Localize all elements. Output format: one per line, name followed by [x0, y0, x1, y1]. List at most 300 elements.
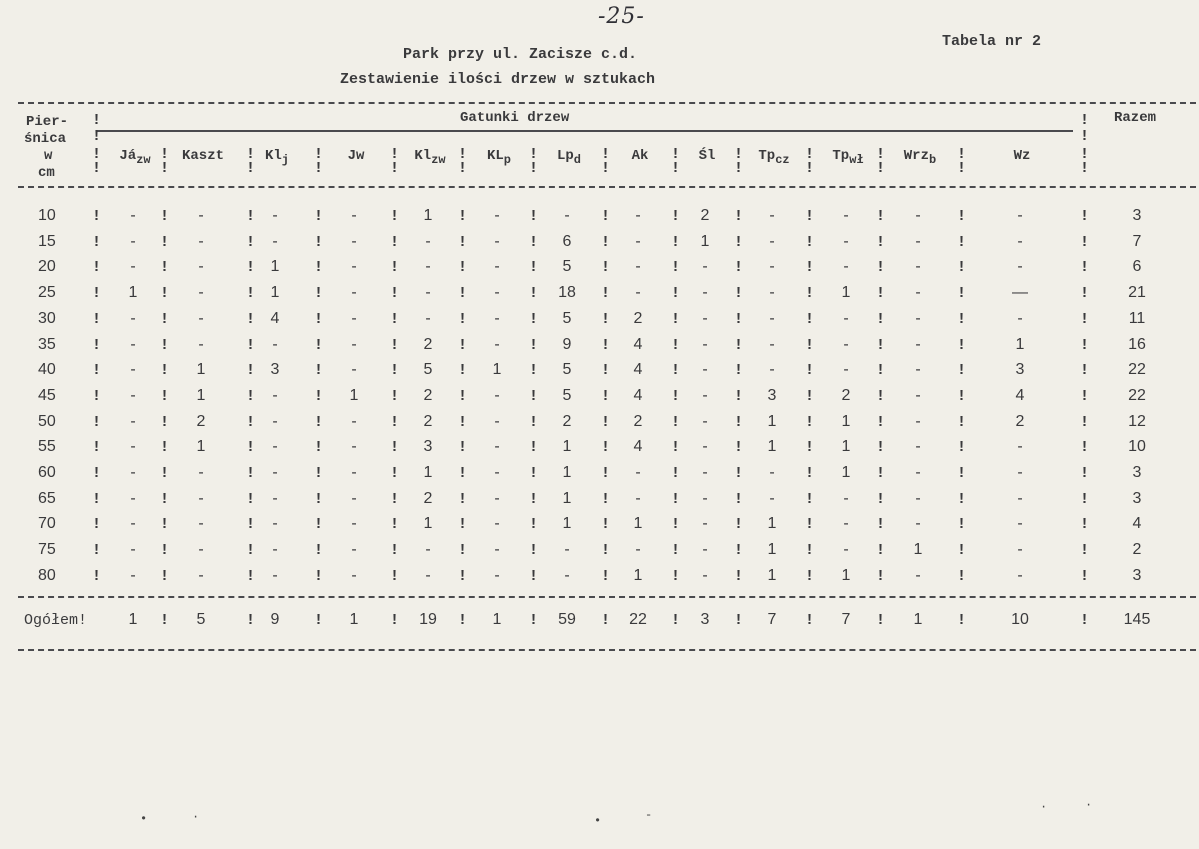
column-separator: !: [1080, 160, 1090, 177]
column-separator: !: [458, 233, 468, 251]
row-total: 3: [1132, 566, 1142, 584]
column-separator: !: [601, 208, 611, 225]
column-separator: !: [734, 285, 744, 303]
column-separator: !: [160, 542, 170, 560]
column-separator: !: [246, 310, 256, 328]
column-separator: !: [314, 146, 324, 163]
count-cell: -: [915, 335, 921, 353]
count-cell: 2: [423, 489, 433, 507]
column-separator: !: [601, 160, 611, 177]
column-separator: !: [458, 413, 468, 431]
column-separator: !: [160, 612, 170, 629]
column-separator: !: [957, 387, 967, 405]
column-separator: !: [671, 285, 681, 303]
column-separator: !: [390, 233, 400, 251]
column-separator: !: [92, 259, 102, 277]
count-cell: -: [272, 515, 278, 533]
column-separator: !: [876, 259, 886, 277]
count-cell: -: [915, 361, 921, 379]
column-separator: !: [314, 362, 324, 380]
count-cell: -: [702, 515, 708, 533]
column-separator: !: [390, 490, 400, 508]
column-separator: !: [160, 567, 170, 585]
count-cell: -: [843, 489, 849, 507]
column-separator: !: [529, 516, 539, 534]
column-separator: !: [734, 387, 744, 405]
count-cell: -: [198, 335, 204, 353]
count-cell: -: [272, 566, 278, 584]
column-separator: !: [734, 542, 744, 560]
diameter-value: 30: [38, 309, 56, 327]
column-separator: !: [92, 146, 102, 163]
row-total: 4: [1132, 515, 1142, 533]
count-cell: -: [1017, 232, 1023, 250]
column-separator: !: [314, 439, 324, 457]
count-cell: 3: [423, 438, 433, 456]
count-cell: -: [351, 258, 357, 276]
species-code: Tp: [758, 148, 776, 164]
count-cell: -: [425, 541, 431, 559]
count-cell: -: [769, 232, 775, 250]
column-separator: !: [601, 516, 611, 534]
column-separator: !: [1080, 285, 1090, 303]
species-header: [253, 148, 301, 167]
diameter-value: 20: [38, 258, 56, 276]
count-cell: -: [130, 438, 136, 456]
column-separator: !: [1080, 413, 1090, 431]
count-cell: 1: [349, 386, 359, 404]
column-separator: !: [876, 285, 886, 303]
count-cell: -: [1017, 515, 1023, 533]
column-separator: !: [160, 490, 170, 508]
count-cell: -: [130, 207, 136, 224]
column-separator: !: [314, 516, 324, 534]
diameter-value: 15: [38, 232, 56, 250]
species-subscript: p: [503, 152, 511, 167]
count-cell: -: [272, 412, 278, 430]
column-separator: !: [458, 490, 468, 508]
column-separator: !: [957, 567, 967, 585]
diameter-value: 70: [38, 515, 56, 533]
column-separator: !: [160, 336, 170, 354]
count-cell: 1: [492, 361, 502, 379]
diameter-value: 35: [38, 335, 56, 353]
column-separator: !: [671, 612, 681, 629]
column-separator: !: [734, 160, 744, 177]
count-cell: 2: [700, 207, 710, 224]
column-total: 59: [558, 611, 576, 628]
count-cell: 1: [841, 566, 851, 584]
count-cell: -: [702, 489, 708, 507]
count-cell: -: [769, 284, 775, 302]
column-separator: !: [458, 259, 468, 277]
column-separator: !: [314, 285, 324, 303]
count-cell: -: [425, 566, 431, 584]
column-separator: !: [957, 465, 967, 482]
column-separator: !: [314, 387, 324, 405]
count-cell: 1: [633, 515, 643, 533]
count-cell: -: [1017, 258, 1023, 276]
count-cell: -: [130, 232, 136, 250]
species-code: Wz: [1013, 148, 1031, 164]
column-separator: !: [246, 567, 256, 585]
row-total: 6: [1132, 258, 1142, 276]
column-separator: !: [601, 259, 611, 277]
totals-top-rule: [18, 596, 1196, 598]
column-separator: !: [957, 259, 967, 277]
column-separator: !: [92, 112, 102, 129]
column-separator: !: [1080, 362, 1090, 380]
column-separator: !: [957, 413, 967, 431]
column-separator: !: [390, 387, 400, 405]
count-cell: -: [198, 515, 204, 533]
count-cell: 1: [423, 515, 433, 533]
column-separator: !: [671, 362, 681, 380]
column-separator: !: [1080, 567, 1090, 585]
column-separator: !: [92, 490, 102, 508]
top-rule: [18, 102, 1196, 104]
column-separator: !: [314, 208, 324, 225]
stray-mark: •: [140, 812, 148, 826]
column-separator: !: [314, 413, 324, 431]
count-cell: -: [564, 566, 570, 584]
column-separator: !: [957, 490, 967, 508]
column-separator: !: [529, 612, 539, 629]
species-code: Kl: [264, 148, 282, 164]
count-cell: -: [843, 207, 849, 224]
count-cell: -: [702, 258, 708, 276]
count-cell: -: [1017, 207, 1023, 224]
count-cell: 1: [841, 284, 851, 302]
count-cell: -: [769, 258, 775, 276]
count-cell: -: [351, 566, 357, 584]
count-cell: -: [130, 412, 136, 430]
count-cell: 1: [633, 566, 643, 584]
column-separator: !: [1080, 516, 1090, 534]
count-cell: -: [351, 464, 357, 481]
column-separator: !: [805, 387, 815, 405]
column-separator: !: [1080, 542, 1090, 560]
column-separator: !: [160, 362, 170, 380]
count-cell: -: [702, 438, 708, 456]
column-separator: !: [1080, 490, 1090, 508]
column-separator: !: [160, 516, 170, 534]
column-separator: !: [246, 208, 256, 225]
count-cell: 1: [196, 386, 206, 404]
count-cell: -: [351, 489, 357, 507]
count-cell: -: [272, 541, 278, 559]
count-cell: -: [494, 207, 500, 224]
diameter-value: 40: [38, 361, 56, 379]
column-separator: !: [957, 285, 967, 303]
count-cell: -: [130, 566, 136, 584]
count-cell: -: [702, 386, 708, 404]
diameter-value: 50: [38, 412, 56, 430]
column-total: 1: [492, 611, 502, 628]
count-cell: -: [635, 232, 641, 250]
count-cell: -: [198, 309, 204, 327]
count-cell: 2: [633, 412, 643, 430]
column-separator: !: [805, 146, 815, 163]
count-cell: -: [351, 361, 357, 379]
column-separator: !: [390, 612, 400, 629]
count-cell: -: [130, 361, 136, 379]
count-cell: 18: [558, 284, 576, 302]
count-cell: -: [494, 258, 500, 276]
page-number: -25-: [598, 4, 645, 29]
column-separator: !: [805, 490, 815, 508]
column-separator: !: [671, 567, 681, 585]
column-separator: !: [160, 259, 170, 277]
count-cell: -: [494, 438, 500, 456]
stray-mark: ·: [192, 810, 200, 824]
column-separator: !: [876, 146, 886, 163]
column-separator: !: [671, 413, 681, 431]
column-separator: !: [92, 285, 102, 303]
column-separator: !: [734, 439, 744, 457]
column-separator: !: [160, 439, 170, 457]
count-cell: -: [494, 232, 500, 250]
column-separator: !: [314, 567, 324, 585]
column-separator: !: [92, 362, 102, 380]
column-separator: !: [314, 160, 324, 177]
count-cell: 1: [841, 412, 851, 430]
column-separator: !: [529, 542, 539, 560]
column-separator: !: [671, 160, 681, 177]
column-separator: !: [734, 465, 744, 482]
count-cell: -: [494, 541, 500, 559]
column-separator: !: [92, 310, 102, 328]
column-separator: !: [314, 465, 324, 482]
species-header: [616, 148, 664, 164]
column-separator: !: [92, 542, 102, 560]
column-separator: !: [529, 146, 539, 163]
column-separator: !: [458, 310, 468, 328]
count-cell: -: [425, 258, 431, 276]
column-separator: !: [957, 336, 967, 354]
count-cell: 3: [270, 361, 280, 379]
column-separator: !: [390, 567, 400, 585]
count-cell: -: [130, 515, 136, 533]
row-total: 3: [1132, 464, 1142, 481]
column-separator: !: [601, 413, 611, 431]
totals-label: Ogółem!: [24, 612, 88, 629]
count-cell: 1: [767, 515, 777, 533]
row-total: 11: [1128, 309, 1146, 327]
count-cell: -: [272, 438, 278, 456]
count-cell: 4: [270, 309, 280, 327]
species-code: KL: [486, 148, 504, 164]
species-header: [111, 148, 159, 167]
column-total: 3: [700, 611, 710, 628]
column-separator: !: [529, 233, 539, 251]
column-separator: !: [957, 146, 967, 163]
species-subscript: zw: [136, 152, 151, 167]
column-separator: !: [876, 439, 886, 457]
count-cell: -: [1017, 464, 1023, 481]
column-separator: !: [671, 465, 681, 482]
column-separator: !: [390, 413, 400, 431]
count-cell: -: [843, 515, 849, 533]
count-cell: -: [130, 386, 136, 404]
column-separator: !: [390, 439, 400, 457]
count-cell: -: [494, 566, 500, 584]
diameter-value: 25: [38, 284, 56, 302]
species-subscript: zw: [431, 152, 446, 167]
count-cell: -: [351, 207, 357, 224]
count-cell: -: [1017, 489, 1023, 507]
column-separator: !: [390, 465, 400, 482]
count-cell: -: [915, 464, 921, 481]
count-cell: -: [769, 464, 775, 481]
column-separator: !: [458, 516, 468, 534]
species-subscript: wł: [849, 152, 864, 167]
column-separator: !: [876, 310, 886, 328]
count-cell: -: [702, 309, 708, 327]
count-cell: -: [198, 207, 204, 224]
count-cell: -: [564, 541, 570, 559]
count-cell: -: [1017, 438, 1023, 456]
column-total: 7: [841, 611, 851, 628]
column-separator: !: [160, 285, 170, 303]
count-cell: 2: [633, 309, 643, 327]
count-cell: 9: [562, 335, 572, 353]
count-cell: -: [494, 464, 500, 481]
column-separator: !: [805, 465, 815, 482]
column-total: 19: [419, 611, 437, 628]
count-cell: 2: [196, 412, 206, 430]
column-separator: !: [390, 542, 400, 560]
count-cell: 2: [562, 412, 572, 430]
column-separator: !: [601, 285, 611, 303]
count-cell: 1: [562, 489, 572, 507]
count-cell: -: [351, 309, 357, 327]
column-separator: !: [805, 439, 815, 457]
column-separator: !: [1080, 233, 1090, 251]
species-header: [683, 148, 731, 164]
column-separator: !: [529, 439, 539, 457]
column-separator: !: [314, 336, 324, 354]
species-subscript: b: [929, 152, 937, 167]
row-total: 12: [1128, 412, 1146, 430]
column-separator: !: [876, 233, 886, 251]
count-cell: 4: [1015, 386, 1025, 404]
column-separator: !: [805, 285, 815, 303]
count-cell: -: [198, 258, 204, 276]
count-cell: -: [915, 207, 921, 224]
column-separator: !: [1080, 465, 1090, 482]
column-separator: !: [92, 336, 102, 354]
count-cell: 1: [767, 541, 777, 559]
count-cell: —: [1012, 284, 1028, 302]
column-separator: !: [390, 516, 400, 534]
diameter-value: 55: [38, 438, 56, 456]
species-group-rule: [97, 130, 1073, 132]
column-separator: !: [246, 387, 256, 405]
column-separator: !: [601, 612, 611, 629]
column-separator: !: [805, 233, 815, 251]
count-cell: -: [351, 541, 357, 559]
column-separator: !: [805, 336, 815, 354]
count-cell: 4: [633, 386, 643, 404]
column-separator: !: [390, 336, 400, 354]
count-cell: 4: [633, 335, 643, 353]
species-header: [750, 148, 798, 167]
column-separator: !: [390, 285, 400, 303]
count-cell: -: [130, 335, 136, 353]
count-cell: -: [915, 258, 921, 276]
column-separator: !: [876, 490, 886, 508]
column-separator: !: [734, 413, 744, 431]
species-code: Ak: [631, 148, 649, 164]
column-separator: !: [805, 567, 815, 585]
count-cell: -: [198, 284, 204, 302]
column-separator: !: [1080, 387, 1090, 405]
column-separator: !: [458, 160, 468, 177]
row-total: 7: [1132, 232, 1142, 250]
count-cell: 5: [562, 386, 572, 404]
count-cell: 1: [423, 464, 433, 481]
column-separator: !: [734, 567, 744, 585]
count-cell: -: [494, 309, 500, 327]
species-header: [824, 148, 872, 167]
diameter-header-line: Pier-: [26, 114, 69, 130]
count-cell: -: [272, 232, 278, 250]
column-separator: !: [246, 233, 256, 251]
diameter-value: 10: [38, 207, 56, 224]
count-cell: -: [769, 207, 775, 224]
count-cell: -: [702, 464, 708, 481]
count-cell: 1: [562, 438, 572, 456]
count-cell: 1: [700, 232, 710, 250]
column-separator: !: [390, 208, 400, 225]
count-cell: 2: [423, 412, 433, 430]
column-total: 1: [128, 611, 138, 628]
column-separator: !: [671, 259, 681, 277]
column-separator: !: [160, 146, 170, 163]
diameter-value: 45: [38, 386, 56, 404]
count-cell: -: [769, 361, 775, 379]
column-separator: !: [601, 233, 611, 251]
row-total: 22: [1128, 386, 1146, 404]
column-separator: !: [671, 516, 681, 534]
column-separator: !: [805, 516, 815, 534]
column-separator: !: [529, 285, 539, 303]
count-cell: 1: [270, 284, 280, 302]
column-separator: !: [671, 310, 681, 328]
total-column-header: Razem: [1114, 110, 1157, 126]
column-separator: !: [246, 439, 256, 457]
column-separator: !: [458, 146, 468, 163]
count-cell: -: [494, 386, 500, 404]
column-separator: !: [92, 439, 102, 457]
column-separator: !: [390, 310, 400, 328]
column-separator: !: [160, 208, 170, 225]
count-cell: 2: [423, 386, 433, 404]
column-total: 9: [270, 611, 280, 628]
column-separator: !: [390, 362, 400, 380]
count-cell: 1: [562, 464, 572, 481]
count-cell: -: [130, 464, 136, 481]
column-separator: !: [734, 362, 744, 380]
column-separator: !: [529, 413, 539, 431]
column-separator: !: [876, 362, 886, 380]
column-separator: !: [734, 612, 744, 629]
count-cell: -: [198, 464, 204, 481]
column-separator: !: [458, 285, 468, 303]
count-cell: -: [915, 284, 921, 302]
column-separator: !: [876, 465, 886, 482]
